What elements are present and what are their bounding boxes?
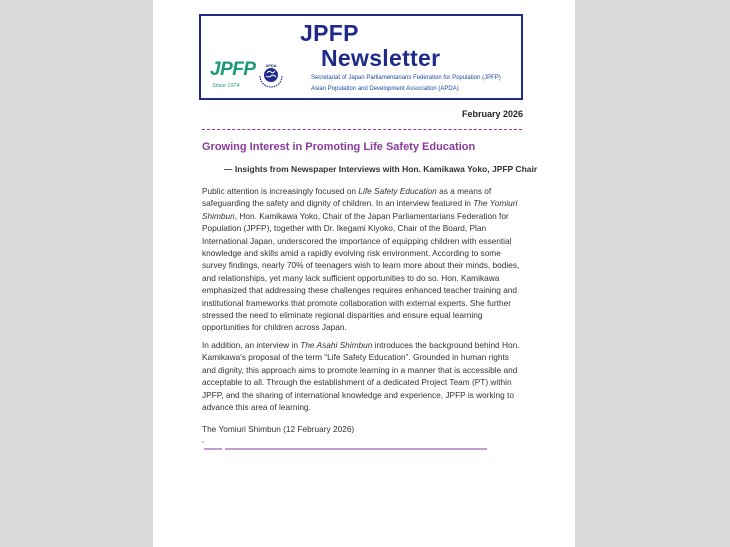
apda-logo-text: APDA bbox=[265, 63, 277, 68]
p2-text-1: In addition, an interview in bbox=[202, 340, 301, 350]
newsletter-page bbox=[153, 0, 575, 547]
p2-emphasis-1: The Asahi Shimbun bbox=[300, 340, 373, 350]
org-line-jpfp: Secretariat of Japan Parliamentarians Federation for Population (JPFP) bbox=[311, 75, 501, 81]
article-subheadline: — Insights from Newspaper Interviews with Hon. Kamikawa Yoko, JPFP Chair bbox=[224, 164, 538, 174]
masthead bbox=[199, 14, 523, 100]
org-line-apda: Asian Population and Development Association (APDA) bbox=[311, 86, 459, 92]
divider bbox=[202, 129, 522, 130]
p1-text-2: as a means of safeguarding the safety and dignity of children. In an interview featured in bbox=[202, 186, 492, 209]
p1-text-3: , Hon. Kamikawa Yoko, Chair of the Japan Parliamentarians Federation for Population (JPFP), together with Dr. Ikegami Kiyoko, Chair of the Board, Plan International Japan, underscored the importance of equipping children with essential knowledge and skills amid a rapidly evolving risk environment. According to some survey findings, nearly 70% of teenagers wish to learn more about their minds, bodies, and relationships, yet many lack sufficient opportunities to do so. Hon. Kamikawa emphasized that addressing these challenges requires enhanced teacher training and institutional frameworks that promote collaboration with external experts. She further stressed the need to eliminate regional disparities and ensure equal learning opportunities for children across Japan. bbox=[202, 210, 520, 333]
footer-divider bbox=[202, 440, 492, 452]
newsletter-title-line1: JPFP bbox=[300, 20, 359, 46]
jpfp-logo-since: Since 1974 bbox=[212, 83, 240, 89]
p1-text-1: Public attention is increasingly focused on bbox=[202, 186, 359, 196]
article-headline: Growing Interest in Promoting Life Safety Education bbox=[202, 141, 476, 153]
p2-text-2: introduces the background behind Hon. Kamikawa's proposal of the term “Life Safety Education”. Grounded in human rights and dignity, this approach aims to promote learning in a manner that is accessible and acceptable to all. Through the establishment of a dedicated Project Team (PT) within JPFP, and the sharing of international knowledge and experience, JPFP is working to advance this area of learning. bbox=[202, 340, 520, 413]
article-paragraph-2 bbox=[202, 339, 524, 413]
apda-logo-icon bbox=[258, 62, 284, 88]
p1-emphasis-1: Life Safety Education bbox=[358, 186, 437, 196]
issue-date: February 2026 bbox=[461, 109, 523, 119]
p1-emphasis-2: The Yomiuri Shimbun bbox=[202, 198, 518, 221]
jpfp-logo: JPFP bbox=[210, 59, 256, 80]
newsletter-title-line2: Newsletter bbox=[321, 45, 441, 71]
image-caption: The Yomiuri Shimbun (12 February 2026) bbox=[202, 424, 355, 434]
article-paragraph-1 bbox=[202, 185, 524, 334]
